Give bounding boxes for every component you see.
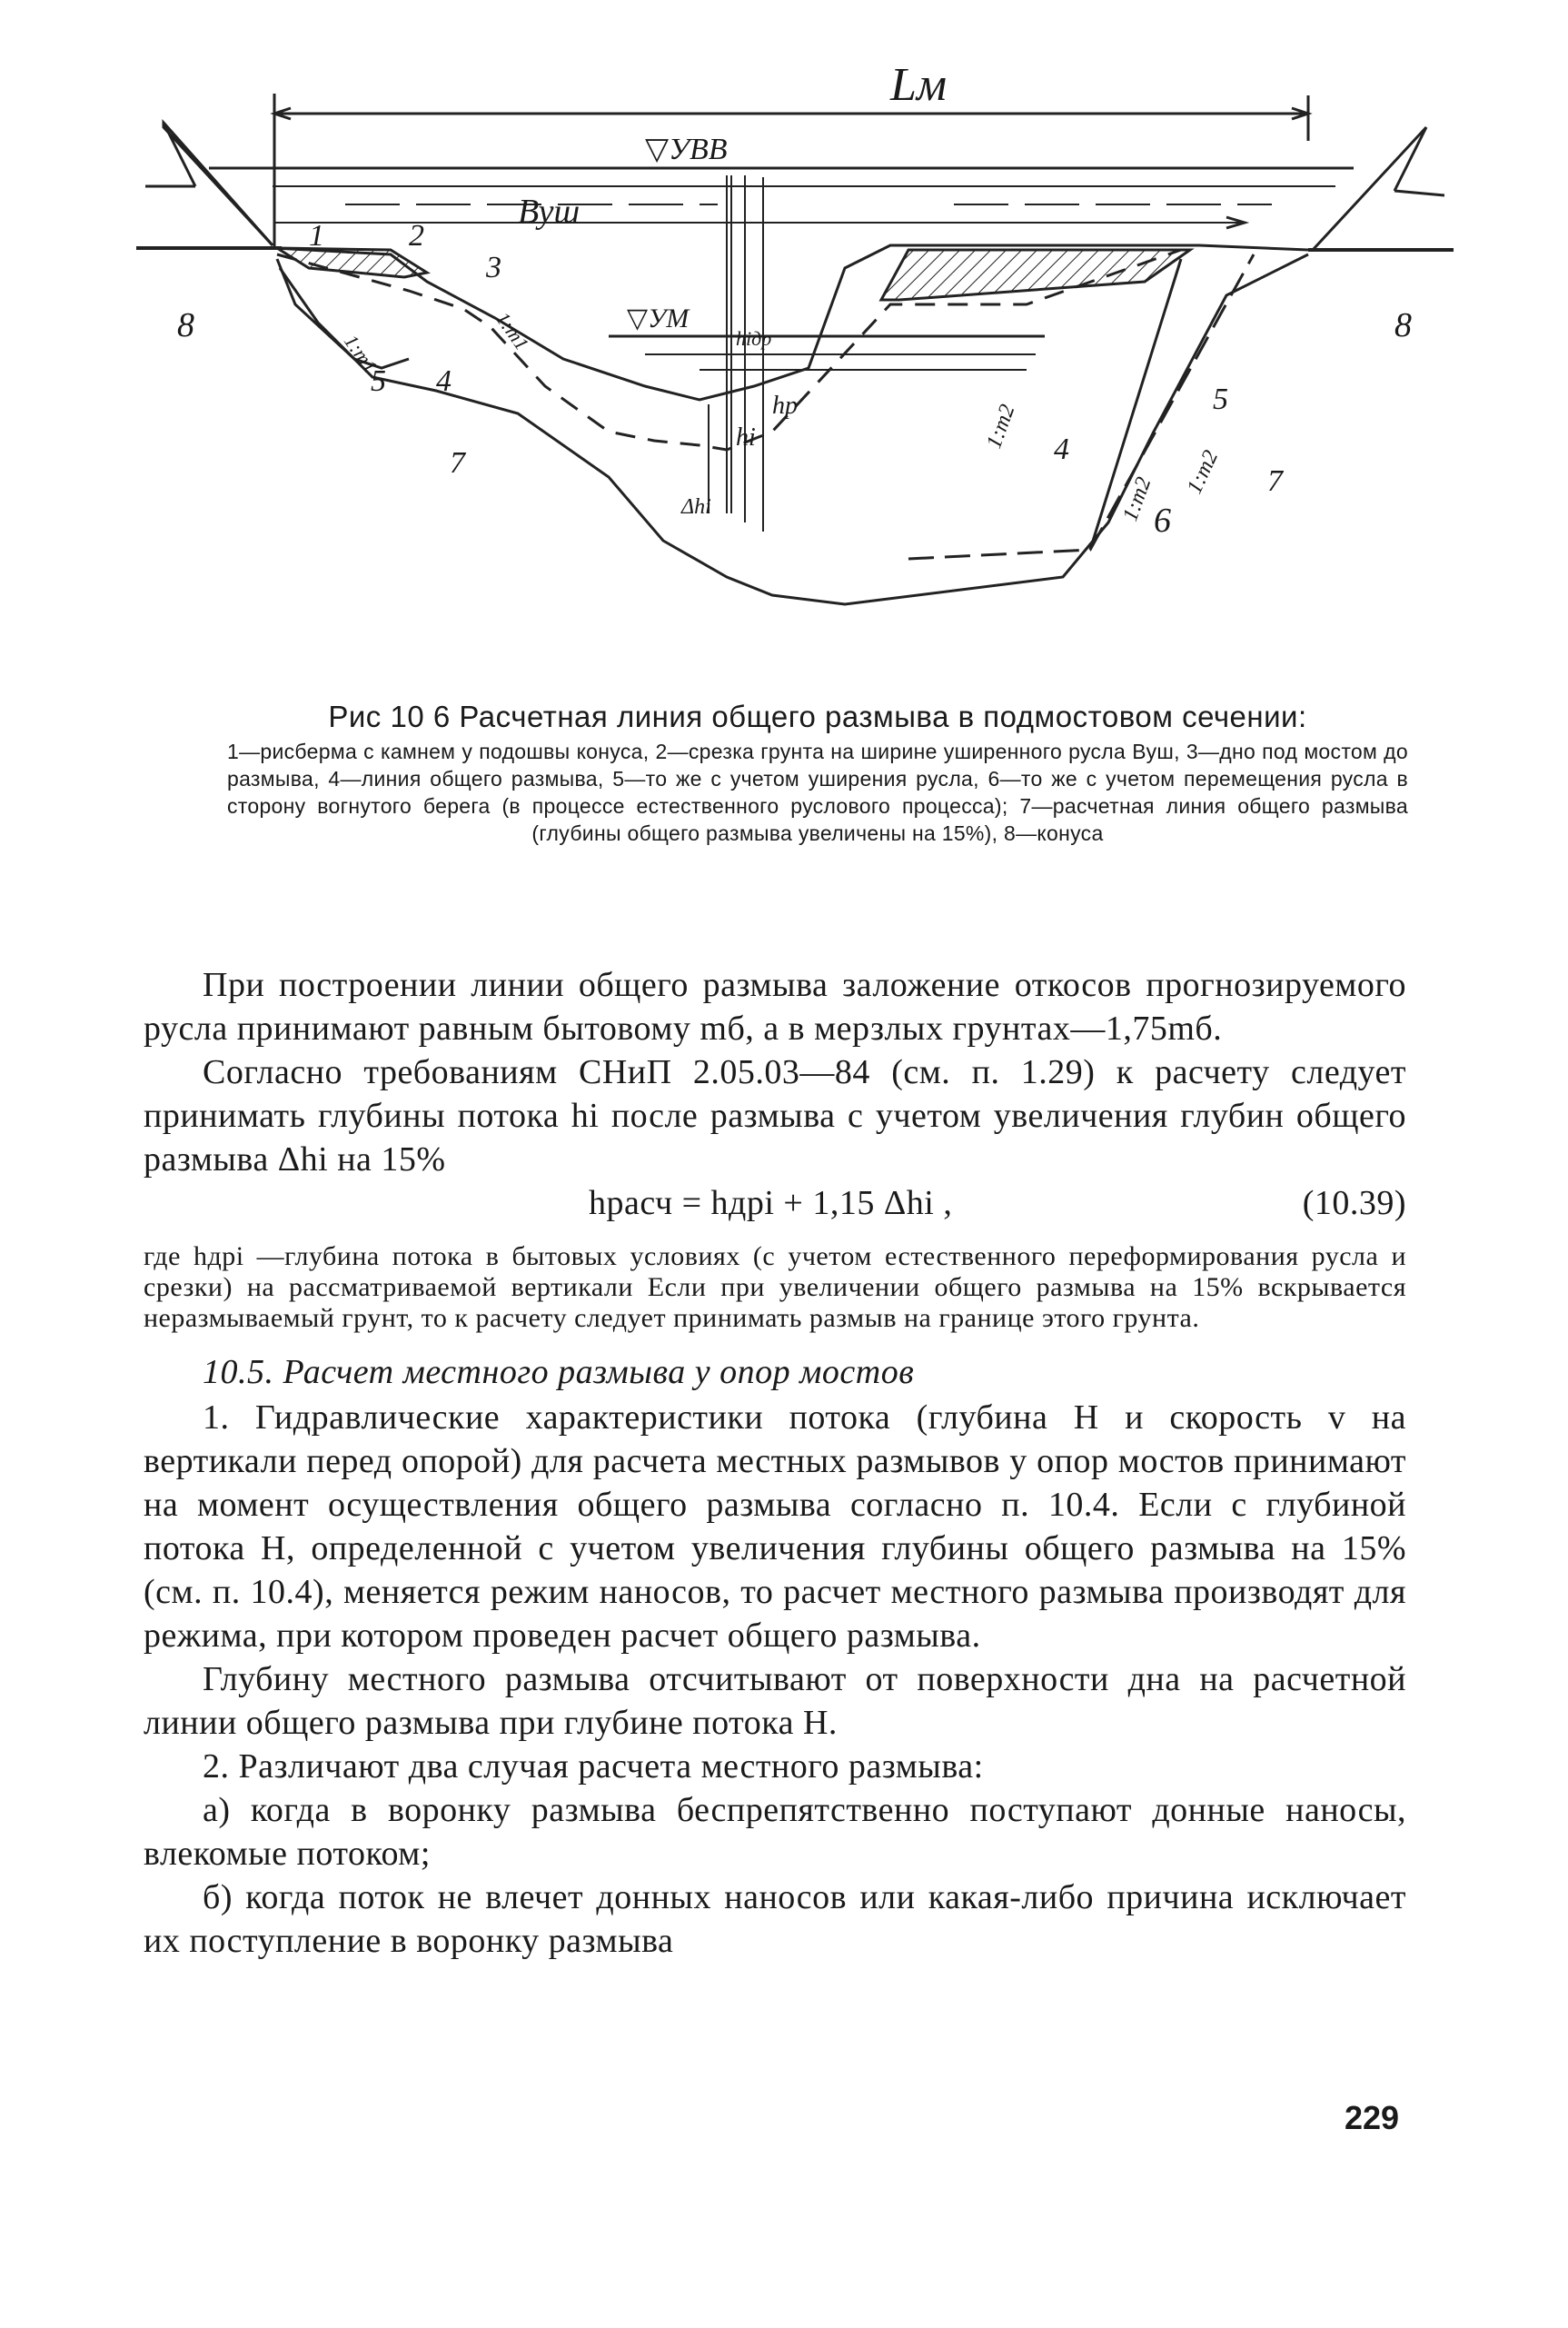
page-number: 229 xyxy=(1345,2099,1400,2136)
slope-m2-c: 1:m2 xyxy=(1182,446,1224,498)
label-5b: 5 xyxy=(1213,383,1228,416)
label-6: 6 xyxy=(1154,502,1171,540)
scour-cross-section-figure xyxy=(136,59,1454,650)
h-i-label: hi xyxy=(736,423,756,452)
h-dr-label: hiдр xyxy=(736,327,772,350)
body-text xyxy=(144,963,1406,1963)
label-7b: 7 xyxy=(1267,464,1283,498)
label-1: 1 xyxy=(309,219,324,253)
label-8: 8 xyxy=(177,306,194,344)
label-4b: 4 xyxy=(1054,433,1069,466)
paragraph-1: При построении линии общего размыва заложение откосов прогнозируемого русла принимают равным бытовому mб, а в мерзлых грунтах—1,75mб. xyxy=(144,966,1406,1048)
slope-m1-left: 1:m1 xyxy=(339,330,382,377)
low-water-label: ▽УМ xyxy=(627,303,690,333)
formula-10-39 xyxy=(144,1181,1406,1232)
paragraph-2: Согласно требованиям СНиП 2.05.03—84 (см. п. 1.29) к расчету следует принимать глубины потока hi после размыва с учетом увеличения глубин общего размыва Δhi на 15% xyxy=(144,1053,1406,1179)
label-5: 5 xyxy=(371,364,386,398)
paragraph-5: Глубину местного размыва отсчитывают от поверхности дна на расчетной линии общего размыва при глубине потока H. xyxy=(144,1660,1406,1742)
label-2: 2 xyxy=(409,219,424,253)
slope-m1-mid: 1:m1 xyxy=(491,307,534,354)
formula-expression: hрасч = hдрi + 1,15 Δhi , xyxy=(589,1184,953,1222)
formula-number: (10.39) xyxy=(1302,1184,1406,1222)
slope-m2-b: 1:m2 xyxy=(1118,473,1156,525)
paragraph-8: б) когда поток не влечет донных наносов или какая-либо причина исключает их поступление в воронку размыва xyxy=(144,1878,1406,1960)
span-label: Lм xyxy=(890,59,948,111)
section-heading: 10.5. Расчет местного размыва у опор мостов xyxy=(203,1353,915,1391)
label-4: 4 xyxy=(436,364,452,398)
high-water-label: ▽УВВ xyxy=(645,133,728,166)
h-p-label: hр xyxy=(772,392,798,420)
slope-m2-a: 1:m2 xyxy=(982,401,1020,453)
figure-caption-body: 1—рисберма с камнем у подошвы конуса, 2—срезка грунта на ширине уширенного русла Вуш, 3—дно под мостом до размыва, 4—линия общего размыва, 5—то же с учетом уширения русла, 6—то же с учетом перемещения русла в сторону вогнутого берега (в процессе естественного руслового процесса); 7—расчетная линия общего размыва (глубины общего размыва увеличены на 15%), 8—конуса xyxy=(227,740,1408,845)
paragraph-4: 1. Гидравлические характеристики потока (глубина H и скорость v на вертикали перед опорой) для расчета местных размывов у опор мостов принимают на момент осуществления общего размыва согласно п. 10.4. Если с глубиной потока H, определенной с учетом увеличения глубины общего размыва на 15% (см. п. 10.4), меняется режим наносов, то расчет местного размыва производят для режима, при котором проведен расчет общего размыва. xyxy=(144,1398,1406,1655)
paragraph-3: где hдрi —глубина потока в бытовых условиях (с учетом естественного переформирования русла и срезки) на рассматриваемой вертикали Если при увеличении общего размыва на 15% вскрывается неразмываемый грунт, то к расчету следует принимать размыв на границе этого грунта. xyxy=(144,1241,1406,1333)
figure-caption-title: Рис 10 6 Расчетная линия общего размыва в подмостовом сечении: xyxy=(328,700,1307,733)
label-7: 7 xyxy=(450,446,465,480)
paragraph-6: 2. Различают два случая расчета местного размыва: xyxy=(203,1747,984,1786)
label-8b: 8 xyxy=(1394,306,1412,344)
widened-width-label: Вуш xyxy=(518,193,581,231)
paragraph-7: а) когда в воронку размыва беспрепятственно поступают донные наносы, влекомые потоком; xyxy=(144,1791,1406,1873)
label-3: 3 xyxy=(486,251,501,284)
delta-h-label: Δhi xyxy=(681,495,711,519)
